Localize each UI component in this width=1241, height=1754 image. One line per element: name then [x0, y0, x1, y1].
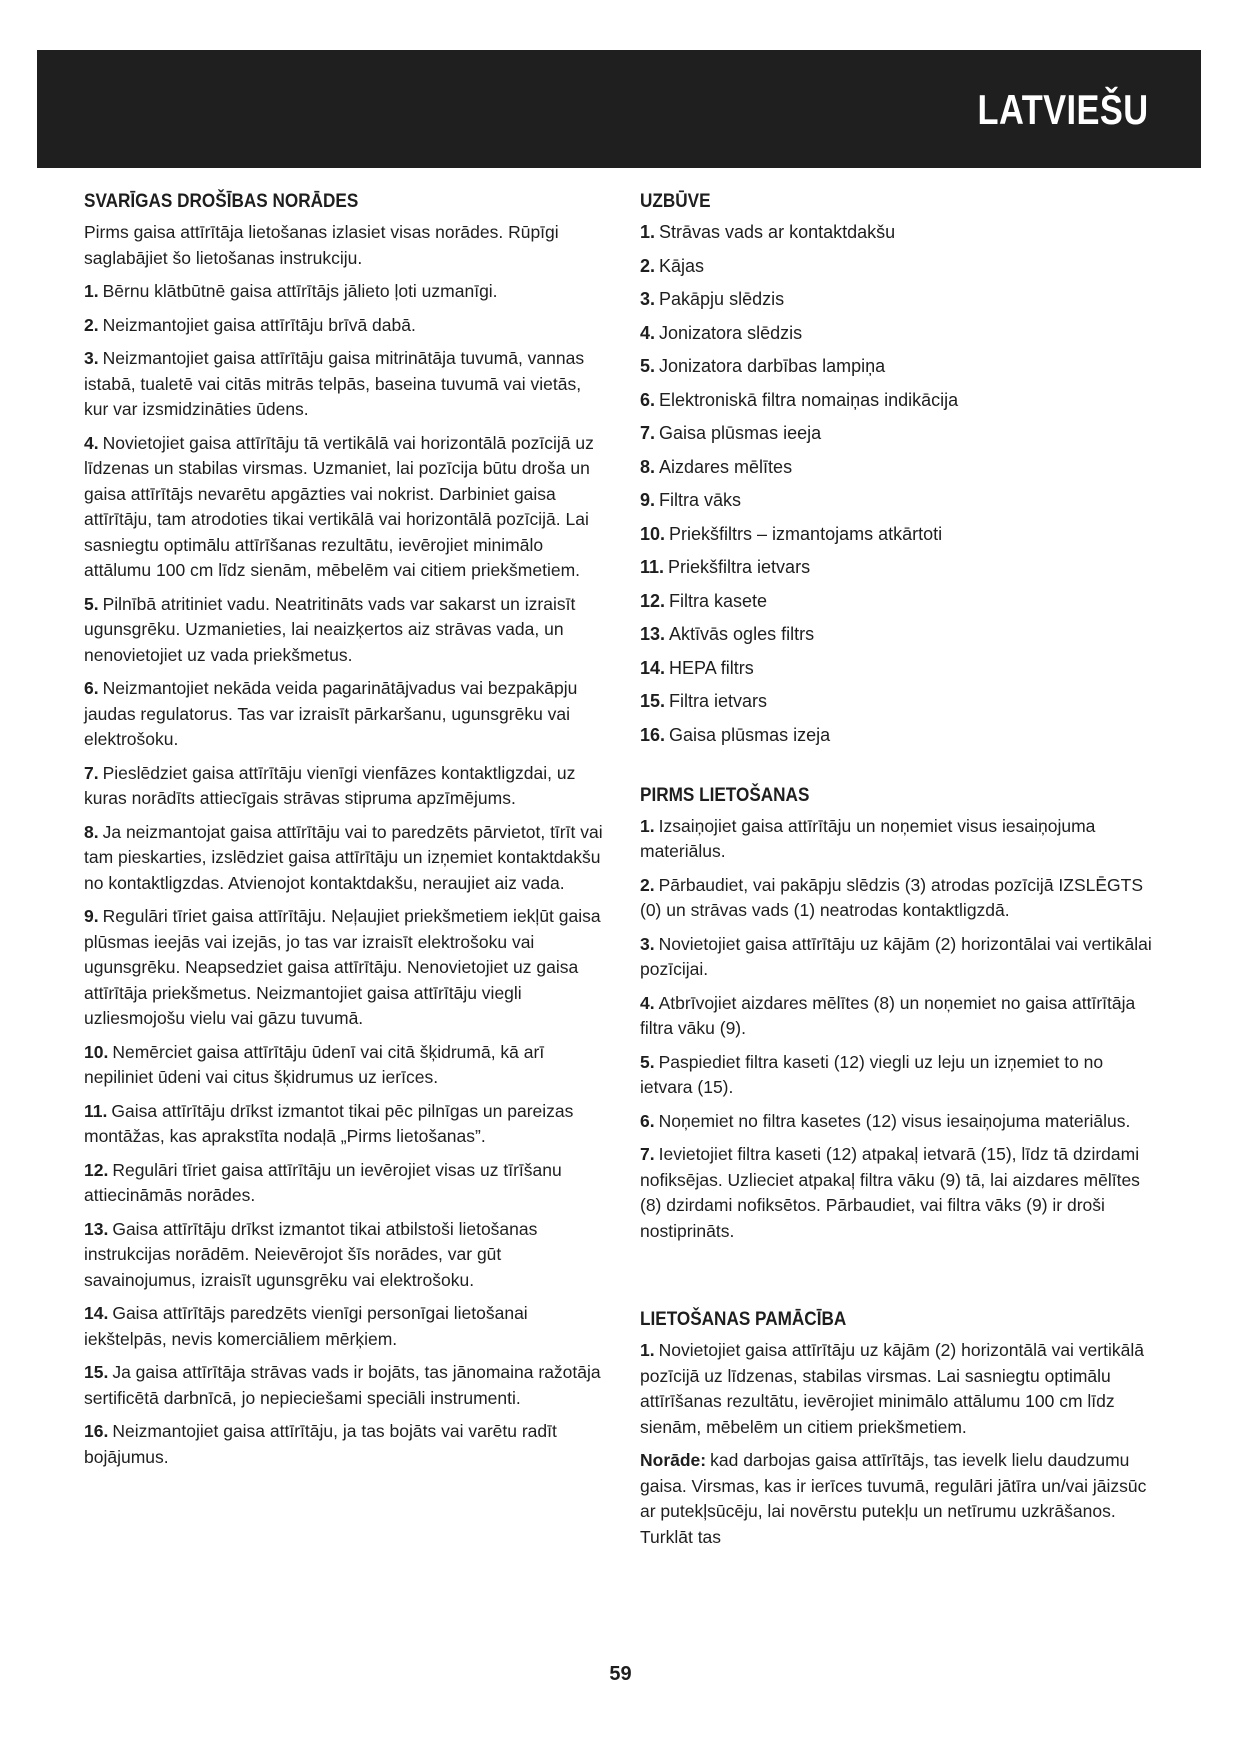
safety-item-number: 13. [84, 1218, 109, 1239]
usage-note [640, 1448, 1160, 1550]
safety-item-text: Gaisa attīrītāju drīkst izmantot tikai pēc pilnīgas un pareizas montāžas, kas aprakstīta nodaļā „Pirms lietošanas”. [84, 1100, 574, 1146]
before-use-item-text: Izsaiņojiet gaisa attīrītāju un noņemiet visus iesaiņojuma materiālus. [640, 815, 1096, 861]
structure-item-number: 15. [640, 691, 666, 711]
safety-item [84, 1158, 604, 1209]
safety-item-number: 16. [84, 1421, 109, 1441]
safety-item-text: Regulāri tīriet gaisa attīrītāju. Neļaujiet priekšmetiem iekļūt gaisa plūsmas ieejās vai izejās, jo tas var izraisīt elektrošoku vai ugunsgrēku. Neapsedziet gaisa attīrītāju. Nenovietojiet uz gaisa attīrītāja priekšmetus. Neizmantojiet gaisa attīrītāju viegli uzliesmojošu vielu vai gāzu tuvumā. [84, 906, 601, 1028]
structure-item-text: Aizdares mēlītes [659, 456, 793, 477]
structure-item-text: Kājas [659, 255, 705, 276]
before-use-item-number: 4. [640, 992, 655, 1013]
safety-item [84, 676, 604, 753]
structure-item-number: 12. [640, 590, 666, 611]
safety-item-text: Gaisa attīrītāju drīkst izmantot tikai atbilstoši lietošanas instrukcijas norādēm. Neievērojot šīs norādes, var gūt savainojumus, izraisīt ugunsgrēku vai elektrošoku. [84, 1218, 538, 1290]
safety-list [84, 279, 604, 1470]
safety-item-text: Bērnu klātbūtnē gaisa attīrītājs jālieto ļoti uzmanīgi. [102, 281, 498, 301]
before-use-item-text: Novietojiet gaisa attīrītāju uz kājām (2) horizontālai vai vertikālai pozīcijai. [640, 933, 1152, 979]
structure-item-text: Filtra vāks [659, 490, 742, 510]
structure-item-text: Pakāpju slēdzis [659, 289, 785, 309]
left-column [84, 190, 604, 1478]
before-use-item [640, 814, 1160, 865]
usage-item-number: 1. [640, 1340, 655, 1360]
before-use-item-text: Paspiediet filtra kaseti (12) viegli uz leju un izņemiet to no ietvara (15). [640, 1051, 1104, 1097]
structure-item [640, 723, 1160, 748]
before-use-item-number: 2. [640, 874, 655, 895]
usage-heading: LIETOŠANAS PAMĀCĪBA [640, 1308, 847, 1330]
structure-item-number: 7. [640, 423, 656, 443]
safety-item-number: 11. [84, 1100, 108, 1121]
safety-item-number: 14. [84, 1303, 109, 1323]
before-use-heading: PIRMS LIETOŠANAS [640, 783, 810, 806]
safety-item-text: Novietojiet gaisa attīrītāju tā vertikālā vai horizontālā pozīcijā uz līdzenas un stabilas virsmas. Uzmaniet, lai pozīcija būtu droša un gaisa attīrītājs nevarētu apgāzties vai nokrist. Darbiniet gaisa attīrītāju, tam atrodoties tikai vertikālā vai horizontālā pozīcijā. Lai sasniegtu optimālu attīrīšanas rezultātu, ievērojiet minimālo attālumu 100 cm līdz sienām, mēbelēm vai citiem priekšmetiem. [84, 432, 594, 580]
safety-item [84, 1099, 604, 1150]
safety-item [84, 1301, 604, 1352]
safety-item [84, 1040, 604, 1091]
safety-item-number: 7. [84, 762, 99, 783]
structure-heading: UZBŪVE [640, 190, 711, 212]
safety-item-text: Gaisa attīrītājs paredzēts vienīgi personīgai lietošanai iekštelpās, nevis komerciāliem mērķiem. [84, 1303, 528, 1349]
before-use-list [640, 814, 1160, 1245]
structure-item-text: Aktīvās ogles filtrs [669, 624, 815, 644]
structure-item-number: 10. [640, 523, 666, 544]
safety-item [84, 431, 604, 584]
structure-list [640, 220, 1160, 748]
safety-item-number: 12. [84, 1159, 109, 1180]
before-use-item-text: Pārbaudiet, vai pakāpju slēdzis (3) atrodas pozīcijā IZSLĒGTS (0) un strāvas vads (1) neatrodas kontaktligzdā. [640, 874, 1144, 920]
safety-item-number: 15. [84, 1362, 109, 1382]
structure-item [640, 254, 1160, 279]
safety-item-text: Pieslēdziet gaisa attīrītāju vienīgi vienfāzes kontaktligzdai, uz kuras norādīts attiecīgais strāvas stipruma apzīmējums. [84, 762, 576, 808]
before-use-item-text: Atbrīvojiet aizdares mēlītes (8) un noņemiet no gaisa attīrītāja filtra vāku (9). [640, 992, 1136, 1038]
structure-item-number: 11. [640, 557, 665, 577]
safety-item [84, 904, 604, 1032]
safety-item-number: 4. [84, 432, 99, 453]
structure-item-number: 4. [640, 322, 656, 343]
structure-item [640, 220, 1160, 245]
before-use-item [640, 873, 1160, 924]
safety-item-number: 1. [84, 281, 99, 301]
safety-item-text: Neizmantojiet gaisa attīrītāju brīvā dabā. [102, 314, 416, 335]
safety-item-number: 8. [84, 821, 99, 842]
before-use-item-number: 5. [640, 1051, 655, 1072]
usage-item-text: Novietojiet gaisa attīrītāju uz kājām (2) horizontālā vai vertikālā pozīcijā uz līdzenas, stabilas virsmas. Lai sasniegtu optimālu attīrīšanas rezultātu, ievērojiet minimālo attālumu 100 cm līdz sienām, mēbelēm un citiem priekšmetiem. [640, 1340, 1144, 1437]
safety-item-text: Neizmantojiet nekāda veida pagarinātājvadus vai bezpakāpju jaudas regulatorus. Tas var izraisīt pārkaršanu, ugunsgrēku vai elektrošoku. [84, 678, 578, 749]
language-title: LATVIEŠU [977, 86, 1149, 133]
safety-item-text: Pilnībā atritiniet vadu. Neatritināts vads var sakarst un izraisīt ugunsgrēku. Uzmanieties, lai neaizķertos aiz strāvas vada, un nenovietojiet uz vada priekšmetus. [84, 593, 576, 665]
structure-item [640, 689, 1160, 714]
structure-item-number: 5. [640, 356, 656, 376]
structure-item-number: 8. [640, 456, 656, 477]
structure-item [640, 622, 1160, 647]
before-use-item [640, 1050, 1160, 1101]
structure-item-text: Priekšfiltra ietvars [668, 557, 811, 577]
structure-item [640, 555, 1160, 580]
before-use-item-text: Noņemiet no filtra kasetes (12) visus iesaiņojuma materiālus. [658, 1110, 1131, 1131]
safety-item [84, 279, 604, 305]
safety-item-text: Ja neizmantojat gaisa attīrītāju vai to paredzēts pārvietot, tīrīt vai tam pieskarties, izslēdziet gaisa attīrītāju un izņemiet kontaktdakšu no kontaktligzdas. Atvienojot kontaktdakšu, neraujiet aiz vada. [84, 821, 603, 893]
structure-item [640, 522, 1160, 547]
safety-item-number: 10. [84, 1041, 109, 1062]
structure-item-text: Gaisa plūsmas ieeja [659, 423, 822, 443]
structure-item-number: 14. [640, 657, 666, 678]
safety-item-text: Ja gaisa attīrītāja strāvas vads ir bojāts, tas jānomaina ražotāja sertificētā darbnīcā, jo nepieciešami speciāli instrumenti. [84, 1362, 601, 1408]
structure-item [640, 488, 1160, 513]
safety-item-number: 9. [84, 906, 99, 926]
before-use-item-number: 6. [640, 1110, 655, 1131]
structure-item [640, 388, 1160, 413]
safety-item [84, 313, 604, 339]
header-bar [37, 50, 1201, 168]
safety-item-number: 2. [84, 314, 99, 335]
structure-item [640, 455, 1160, 480]
structure-item-text: Filtra kasete [669, 590, 768, 611]
before-use-item-text: Ievietojiet filtra kaseti (12) atpakaļ ietvarā (15), līdz tā dzirdami nofiksējas. Uzlieciet atpakaļ filtra vāku (9) tā, lai aizdares mēlītes (8) dzirdami nofiksētos. Pārbaudiet, vai filtra vāks (9) ir droši nostiprināts. [640, 1144, 1140, 1241]
structure-item-text: Strāvas vads ar kontaktdakšu [659, 222, 896, 242]
safety-item-number: 5. [84, 593, 99, 614]
before-use-item-number: 7. [640, 1144, 655, 1164]
structure-item [640, 321, 1160, 346]
structure-item-number: 2. [640, 255, 656, 276]
safety-item [84, 1419, 604, 1470]
usage-item [640, 1338, 1160, 1440]
note-text: kad darbojas gaisa attīrītājs, tas ievelk lielu daudzumu gaisa. Virsmas, kas ir ierīces tuvumā, regulāri jātīra un/vai jāizsūc ar putekļsūcēju, lai novērstu putekļu un netīrumu uzkrāšanos. Turklāt tas [640, 1450, 1147, 1547]
structure-item-text: Priekšfiltrs – izmantojams atkārtoti [669, 523, 943, 544]
structure-item [640, 589, 1160, 614]
before-use-item-number: 1. [640, 815, 655, 836]
structure-item-number: 9. [640, 490, 656, 510]
safety-item-number: 6. [84, 678, 99, 698]
before-use-item [640, 1142, 1160, 1244]
structure-item-text: Jonizatora darbības lampiņa [659, 356, 886, 376]
structure-item [640, 287, 1160, 312]
structure-item [640, 354, 1160, 379]
safety-heading: SVARĪGAS DROŠĪBAS NORĀDES [84, 190, 359, 212]
structure-item-text: HEPA filtrs [669, 657, 754, 678]
before-use-item [640, 1109, 1160, 1135]
note-label: Norāde: [640, 1450, 707, 1470]
safety-item-text: Regulāri tīriet gaisa attīrītāju un ievērojiet visas uz tīrīšanu attiecināmās norādes. [84, 1159, 562, 1205]
structure-item [640, 421, 1160, 446]
safety-item [84, 820, 604, 897]
safety-intro: Pirms gaisa attīrītāja lietošanas izlasiet visas norādes. Rūpīgi saglabājiet šo lietošanas instrukciju. [84, 222, 559, 268]
structure-item-number: 13. [640, 624, 666, 644]
right-column [640, 190, 1160, 1558]
safety-item-number: 3. [84, 348, 99, 368]
safety-item-text: Neizmantojiet gaisa attīrītāju gaisa mitrinātāja tuvumā, vannas istabā, tualetē vai citās mitrās telpās, baseina tuvumā vai vietās, kur var izsmidzināties ūdens. [84, 348, 585, 419]
structure-item-number: 3. [640, 289, 656, 309]
safety-item [84, 1360, 604, 1411]
usage-list [640, 1338, 1160, 1440]
before-use-item-number: 3. [640, 933, 655, 954]
structure-item-text: Jonizatora slēdzis [659, 322, 803, 343]
structure-item-text: Elektroniskā filtra nomaiņas indikācija [659, 389, 959, 410]
before-use-item [640, 991, 1160, 1042]
safety-item [84, 761, 604, 812]
safety-item [84, 592, 604, 669]
safety-item-text: Nemērciet gaisa attīrītāju ūdenī vai citā šķidrumā, kā arī nepiliniet ūdeni vai citus šķidrumus uz ierīces. [84, 1041, 545, 1087]
structure-item-text: Gaisa plūsmas izeja [669, 724, 831, 745]
safety-item [84, 1217, 604, 1294]
structure-item-text: Filtra ietvars [669, 691, 768, 711]
structure-item-number: 6. [640, 389, 656, 410]
safety-item-text: Neizmantojiet gaisa attīrītāju, ja tas bojāts vai varētu radīt bojājumus. [84, 1421, 557, 1467]
before-use-item [640, 932, 1160, 983]
page-number: 59 [609, 1663, 632, 1685]
structure-item [640, 656, 1160, 681]
structure-item-number: 1. [640, 222, 656, 242]
structure-item-number: 16. [640, 724, 666, 745]
safety-item [84, 346, 604, 423]
